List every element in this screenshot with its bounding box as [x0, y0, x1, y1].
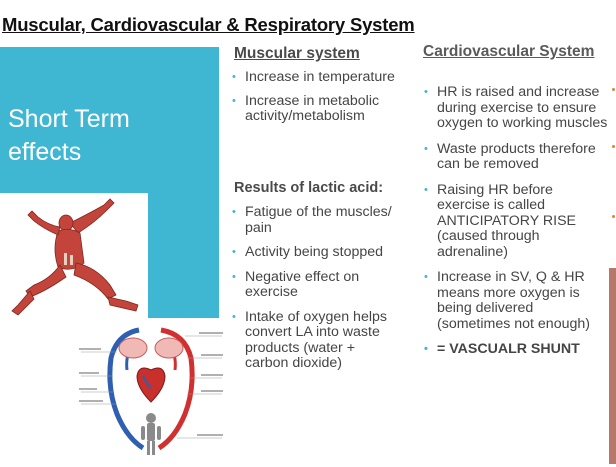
- list-item: • Raising HR before exercise is called ANTICIPATORY RISE (caused through adrenaline): [424, 183, 608, 261]
- list-item: • Increase in temperature: [232, 70, 404, 86]
- list-item: • = VASCUALR SHUNT: [424, 342, 608, 358]
- muscular-list: [232, 70, 404, 125]
- list-item: • Increase in metabolic activity/metabolism: [232, 94, 404, 125]
- muscular-heading: Muscular system: [234, 45, 360, 62]
- cyan-panel-lower: [148, 193, 219, 321]
- list-item: • Negative effect on exercise: [232, 270, 392, 301]
- short-term-heading: [8, 103, 130, 169]
- edge-dot: [612, 215, 615, 218]
- edge-dot: [612, 145, 615, 148]
- cardio-heading: Cardiovascular System: [423, 43, 595, 60]
- list-item: • HR is raised and increase during exercise to ensure oxygen to working muscles: [424, 85, 608, 132]
- page-title: Muscular, Cardiovascular & Respiratory System: [2, 14, 415, 35]
- list-item: • Intake of oxygen helps convert LA into waste products (water + carbon dioxide): [232, 310, 392, 372]
- list-item: • Increase in SV, Q & HR means more oxygen is being delivered (sometimes not enough): [424, 270, 608, 332]
- cardio-list: [424, 85, 608, 358]
- short-term-line-1: Short Term: [8, 105, 130, 133]
- list-item: • Activity being stopped: [232, 245, 392, 261]
- list-item: • Waste products therefore can be removed: [424, 142, 608, 173]
- short-term-line-2: effects: [8, 138, 82, 166]
- edge-dot: [612, 88, 615, 91]
- lactic-heading: Results of lactic acid:: [234, 180, 384, 196]
- list-item: • Fatigue of the muscles/ pain: [232, 205, 392, 236]
- circulatory-diagram-image: [77, 318, 226, 462]
- edge-panel: [609, 268, 616, 464]
- lactic-list: [232, 205, 392, 372]
- muscle-figure-image: [0, 193, 148, 321]
